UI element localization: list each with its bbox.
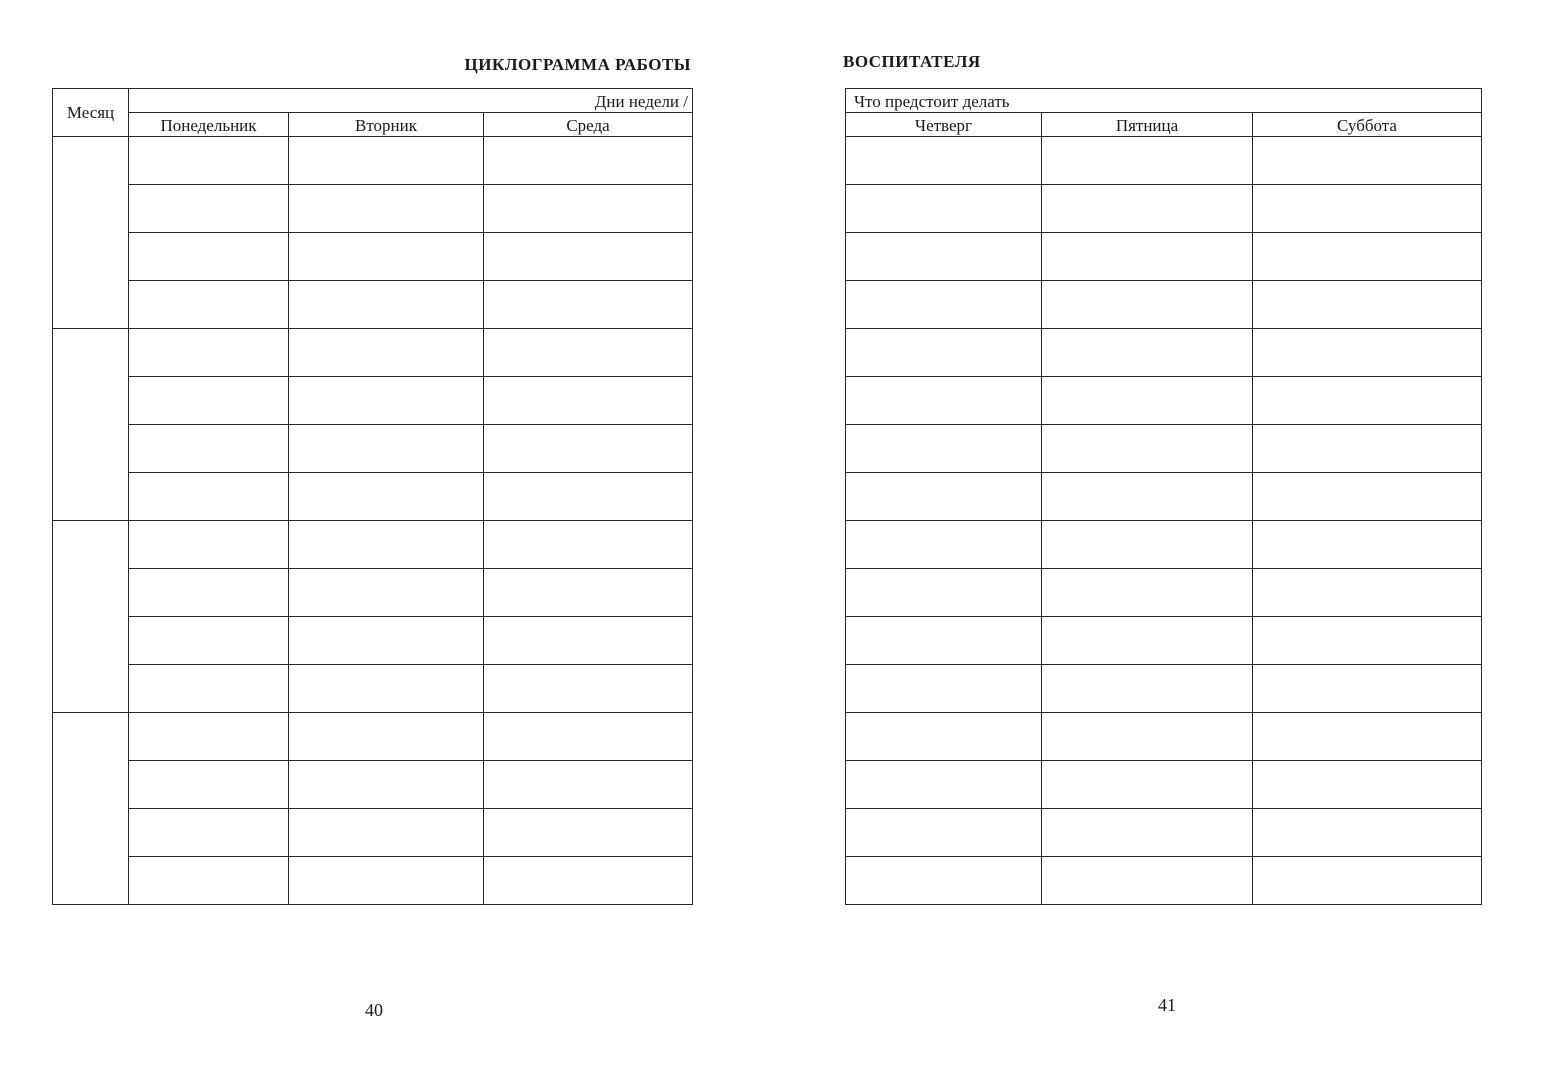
right-page — [771, 0, 1542, 1080]
month-cell[interactable] — [53, 137, 129, 329]
days-of-week-label: Дни недели / — [129, 89, 693, 113]
table-cell[interactable] — [129, 569, 289, 617]
month-cell[interactable] — [53, 713, 129, 905]
table-cell[interactable] — [846, 473, 1042, 521]
table-cell[interactable] — [129, 185, 289, 233]
page-title: ЦИКЛОГРАММА РАБОТЫ — [464, 55, 691, 74]
table-cell[interactable] — [1042, 521, 1253, 569]
table-cell[interactable] — [846, 185, 1042, 233]
table-cell[interactable] — [846, 425, 1042, 473]
table-cell[interactable] — [129, 137, 289, 185]
table-cell[interactable] — [129, 473, 289, 521]
table-cell[interactable] — [484, 329, 693, 377]
month-header: Месяц — [53, 89, 129, 137]
table-cell[interactable] — [1253, 713, 1482, 761]
cyclogram-table-left — [52, 88, 693, 905]
table-cell[interactable] — [846, 521, 1042, 569]
page-number: 40 — [365, 1000, 383, 1020]
table-cell[interactable] — [484, 569, 693, 617]
table-cell[interactable] — [484, 809, 693, 857]
table-cell[interactable] — [129, 713, 289, 761]
table-cell[interactable] — [846, 713, 1042, 761]
table-cell[interactable] — [1253, 185, 1482, 233]
table-cell[interactable] — [129, 809, 289, 857]
table-cell[interactable] — [484, 425, 693, 473]
table-cell[interactable] — [1253, 377, 1482, 425]
table-cell[interactable] — [129, 233, 289, 281]
table-cell[interactable] — [484, 377, 693, 425]
table-cell[interactable] — [1253, 137, 1482, 185]
table-cell[interactable] — [1042, 857, 1253, 905]
day-header-wednesday: Среда — [484, 113, 693, 137]
table-cell[interactable] — [1042, 809, 1253, 857]
table-cell[interactable] — [1253, 473, 1482, 521]
table-cell[interactable] — [289, 521, 484, 569]
table-cell[interactable] — [289, 857, 484, 905]
todo-label: Что предстоит делать — [846, 89, 1482, 113]
table-cell[interactable] — [484, 233, 693, 281]
table-cell[interactable] — [484, 185, 693, 233]
cyclogram-table-right — [845, 88, 1482, 905]
table-cell[interactable] — [846, 569, 1042, 617]
table-cell[interactable] — [1042, 425, 1253, 473]
table-cell[interactable] — [289, 617, 484, 665]
table-cell[interactable] — [1253, 425, 1482, 473]
table-cell[interactable] — [846, 809, 1042, 857]
table-cell[interactable] — [289, 809, 484, 857]
day-header-thursday: Четверг — [846, 113, 1042, 137]
table-cell[interactable] — [1042, 137, 1253, 185]
table-cell[interactable] — [1042, 233, 1253, 281]
table-cell[interactable] — [289, 233, 484, 281]
table-cell[interactable] — [1042, 761, 1253, 809]
table-cell[interactable] — [1253, 617, 1482, 665]
table-cell[interactable] — [484, 713, 693, 761]
table-cell[interactable] — [1042, 617, 1253, 665]
table-cell[interactable] — [289, 377, 484, 425]
table-cell[interactable] — [289, 665, 484, 713]
table-cell[interactable] — [1253, 809, 1482, 857]
table-cell[interactable] — [1042, 377, 1253, 425]
table-cell[interactable] — [289, 761, 484, 809]
table-cell[interactable] — [1042, 473, 1253, 521]
table-cell[interactable] — [129, 329, 289, 377]
table-cell[interactable] — [846, 377, 1042, 425]
table-cell[interactable] — [846, 857, 1042, 905]
table-cell[interactable] — [129, 281, 289, 329]
table-cell[interactable] — [129, 761, 289, 809]
table-cell[interactable] — [1042, 665, 1253, 713]
table-cell[interactable] — [846, 761, 1042, 809]
day-header-friday: Пятница — [1042, 113, 1253, 137]
table-cell[interactable] — [1042, 281, 1253, 329]
table-cell[interactable] — [289, 137, 484, 185]
table-cell[interactable] — [846, 617, 1042, 665]
day-header-tuesday: Вторник — [289, 113, 484, 137]
table-cell[interactable] — [289, 281, 484, 329]
table-cell[interactable] — [484, 281, 693, 329]
table-cell[interactable] — [846, 329, 1042, 377]
table-cell[interactable] — [846, 281, 1042, 329]
table-cell[interactable] — [1253, 761, 1482, 809]
table-cell[interactable] — [289, 425, 484, 473]
table-cell[interactable] — [289, 569, 484, 617]
table-cell[interactable] — [1253, 665, 1482, 713]
table-cell[interactable] — [1253, 857, 1482, 905]
table-cell[interactable] — [1253, 569, 1482, 617]
table-cell[interactable] — [484, 137, 693, 185]
table-cell[interactable] — [1042, 329, 1253, 377]
table-cell[interactable] — [1042, 713, 1253, 761]
table-cell[interactable] — [129, 425, 289, 473]
table-cell[interactable] — [129, 377, 289, 425]
month-cell[interactable] — [53, 521, 129, 713]
table-cell[interactable] — [484, 473, 693, 521]
table-cell[interactable] — [484, 761, 693, 809]
table-cell[interactable] — [129, 665, 289, 713]
table-cell[interactable] — [484, 521, 693, 569]
table-cell[interactable] — [289, 713, 484, 761]
table-cell[interactable] — [289, 329, 484, 377]
day-header-saturday: Суббота — [1253, 113, 1482, 137]
table-cell[interactable] — [484, 617, 693, 665]
table-cell[interactable] — [1042, 569, 1253, 617]
table-cell[interactable] — [1042, 185, 1253, 233]
table-cell[interactable] — [129, 857, 289, 905]
table-cell[interactable] — [484, 857, 693, 905]
table-cell[interactable] — [1253, 281, 1482, 329]
page-title: ВОСПИТАТЕЛЯ — [843, 52, 981, 71]
table-cell[interactable] — [1253, 329, 1482, 377]
page-number: 41 — [1158, 995, 1176, 1015]
day-header-monday: Понедельник — [129, 113, 289, 137]
table-cell[interactable] — [846, 665, 1042, 713]
table-cell[interactable] — [289, 185, 484, 233]
table-cell[interactable] — [1253, 521, 1482, 569]
table-cell[interactable] — [289, 473, 484, 521]
month-cell[interactable] — [53, 329, 129, 521]
table-cell[interactable] — [846, 137, 1042, 185]
table-cell[interactable] — [129, 521, 289, 569]
table-cell[interactable] — [129, 617, 289, 665]
table-cell[interactable] — [846, 233, 1042, 281]
table-cell[interactable] — [1253, 233, 1482, 281]
table-cell[interactable] — [484, 665, 693, 713]
